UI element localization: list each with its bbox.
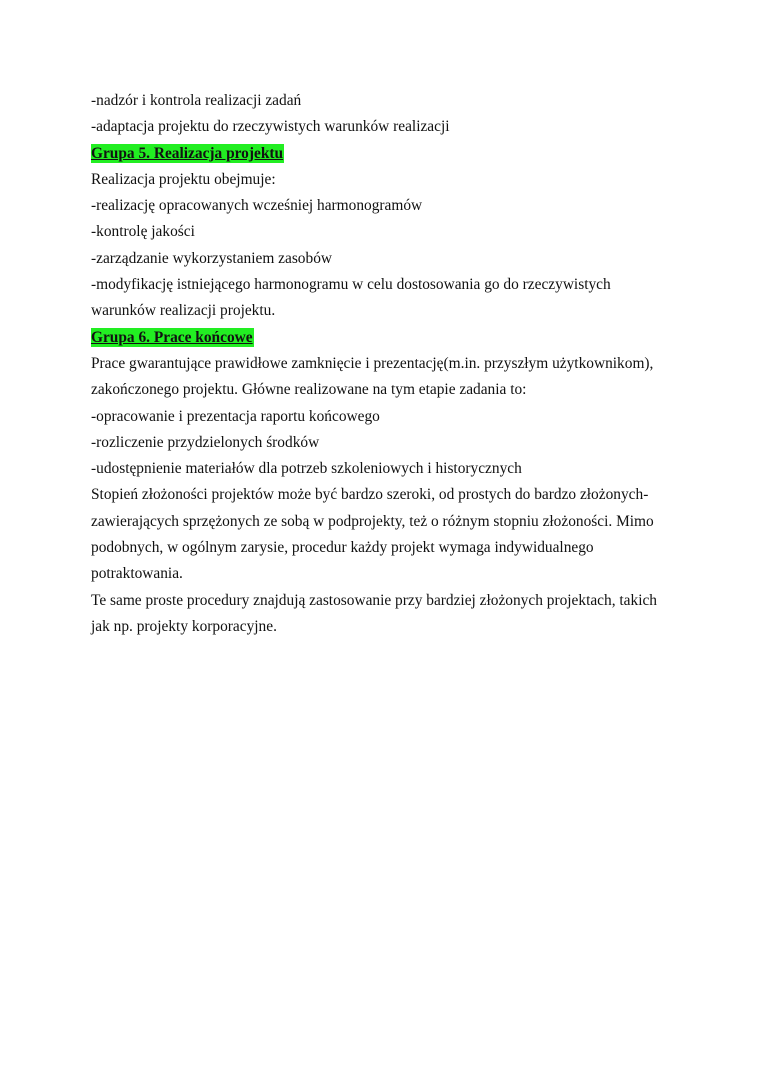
paragraph-line: Prace gwarantujące prawidłowe zamknięcie i prezentację(m.in. przyszłym użytkownikom),: [91, 354, 654, 372]
paragraph-line: warunków realizacji projektu.: [91, 302, 276, 320]
list-item: -adaptacja projektu do rzeczywistych warunków realizacji: [91, 118, 450, 136]
list-item: -modyfikację istniejącego harmonogramu w celu dostosowania go do rzeczywistych: [91, 276, 611, 294]
list-item: -kontrolę jakości: [91, 223, 195, 241]
list-item: -rozliczenie przydzielonych środków: [91, 433, 320, 451]
section-heading-group-5: [91, 141, 671, 167]
paragraph-line: Stopień złożoności projektów może być bardzo szeroki, od prostych do bardzo złożonych-: [91, 486, 649, 504]
paragraph-line: Te same proste procedury znajdują zastosowanie przy bardziej złożonych projektach, takich: [91, 591, 658, 609]
section-heading-group-6: [91, 325, 671, 351]
list-item: -realizację opracowanych wcześniej harmonogramów: [91, 197, 423, 215]
paragraph-line: jak np. projekty korporacyjne.: [91, 617, 277, 635]
list-item: -opracowanie i prezentacja raportu końcowego: [91, 407, 380, 425]
paragraph-line: Realizacja projektu obejmuje:: [91, 170, 276, 188]
list-item: -nadzór i kontrola realizacji zadań: [91, 92, 302, 109]
list-item: -udostępnienie materiałów dla potrzeb szkoleniowych i historycznych: [91, 460, 522, 478]
document-body: [91, 88, 671, 640]
paragraph-line: potraktowania.: [91, 565, 183, 583]
paragraph-line: zawierających sprzężonych ze sobą w podprojekty, też o różnym stopniu złożoności. Mimo: [91, 512, 654, 530]
list-item: -zarządzanie wykorzystaniem zasobów: [91, 249, 333, 267]
section-heading-text: Grupa 5. Realizacja projektu: [91, 144, 284, 162]
paragraph-line: zakończonego projektu. Główne realizowane na tym etapie zadania to:: [91, 381, 527, 399]
section-heading-text: Grupa 6. Prace końcowe: [91, 328, 253, 346]
paragraph-line: podobnych, w ogólnym zarysie, procedur każdy projekt wymaga indywidualnego: [91, 539, 594, 557]
